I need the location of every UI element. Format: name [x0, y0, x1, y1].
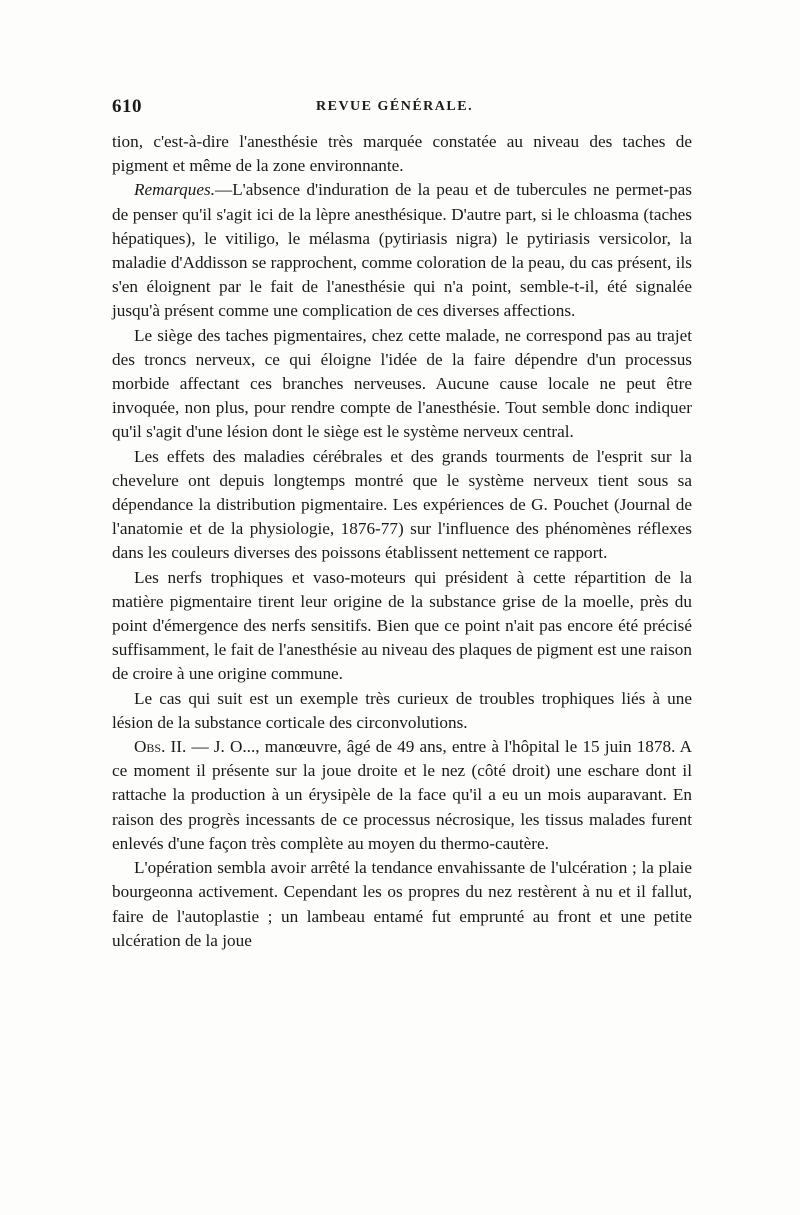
paragraph-lead: Remarques. — [134, 180, 215, 200]
paragraph-text: —L'absence d'induration de la peau et de tubercules ne permet-pas de penser qu'il s'agit ici de la lèpre anesthésique. D'autre part, si le chloasma (taches hépatiques), le vitiligo, le mélasma (pytiriasis nigra) le pytiriasis versicolor, la maladie d'Addisson se rapprochent, comme coloration de la peau, du cas présent, ils s'en éloignent par le fait de l'anesthésie qui n'a point, semble-t-il, été signalée jusqu'à présent comme une complication de ces diverses affections. — [112, 180, 692, 321]
paragraph-text: Les effets des maladies cérébrales et des grands tourments de l'esprit sur la chevelure ont depuis longtemps montré que le système nerveux tient sous sa dépendance la distribution pigmentaire. Les expériences de G. Pouchet (Journal de l'anatomie et de la physiologie, 1876-77) sur l'influence des phénomènes réflexes dans les couleurs diverses des poissons établissent nettement ce rapport. — [112, 446, 692, 563]
paragraph-text: L'opération sembla avoir arrêté la tendance envahissante de l'ulcération ; la plaie bourgeonna activement. Cependant les os propres du nez restèrent à nu et il fallut, faire de l'autoplastie ; un lambeau entamé fut emprunté au front et une petite ulcération de la joue — [112, 858, 692, 950]
paragraph-text: — J. O..., manœuvre, âgé de 49 ans, entre à l'hôpital le 15 juin 1878. A ce moment il présente sur la joue droite et le nez (côté droit) une eschare dont il rattache la production à un érysipèle de la face qu'il a eu un mois auparavant. En raison des progrès incessants de ce processus nécrosique, les tissus malades furent enlevés d'une façon très complète au moyen du thermo-cautère. — [112, 737, 692, 853]
body-text — [112, 130, 692, 953]
running-title: REVUE GÉNÉRALE. — [316, 99, 474, 114]
paragraph-observation — [112, 735, 692, 856]
paragraph — [112, 856, 692, 953]
paragraph-remarques — [112, 178, 692, 323]
paragraph — [112, 566, 692, 687]
paragraph — [112, 687, 692, 735]
paragraph-continuation — [112, 130, 692, 178]
paragraph-lead: Obs. II. — [134, 737, 187, 757]
paragraph-text: Le siège des taches pigmentaires, chez cette malade, ne correspond pas au trajet des troncs nerveux, ce qui éloigne l'idée de la faire dépendre d'un processus morbide affectant ces branches nerveuses. Aucune cause locale ne peut être invoquée, non plus, pour rendre compte de l'anesthésie. Tout semble donc indiquer qu'il s'agit d'une lésion dont le siège est le système nerveux central. — [112, 325, 692, 442]
paragraph-text: Le cas qui suit est un exemple très curieux de troubles trophiques liés à une lésion de la substance corticale des circonvolutions. — [112, 688, 692, 732]
paragraph — [112, 445, 692, 566]
page-number: 610 — [112, 96, 142, 117]
paragraph-text: Les nerfs trophiques et vaso-moteurs qui président à cette répartition de la matière pigmentaire tirent leur origine de la substance grise de la moelle, près du point d'émergence des nerfs sensitifs. Bien que ce point n'ait pas encore été précisé suffisamment, le fait de l'anesthésie au niveau des plaques de pigment est une raison de croire à une origine commune. — [112, 567, 692, 684]
paragraph — [112, 324, 692, 445]
paragraph-text: tion, c'est-à-dire l'anesthésie très marquée constatée au niveau des taches de pigment et même de la zone environnante. — [112, 132, 692, 176]
page-header — [112, 96, 692, 130]
